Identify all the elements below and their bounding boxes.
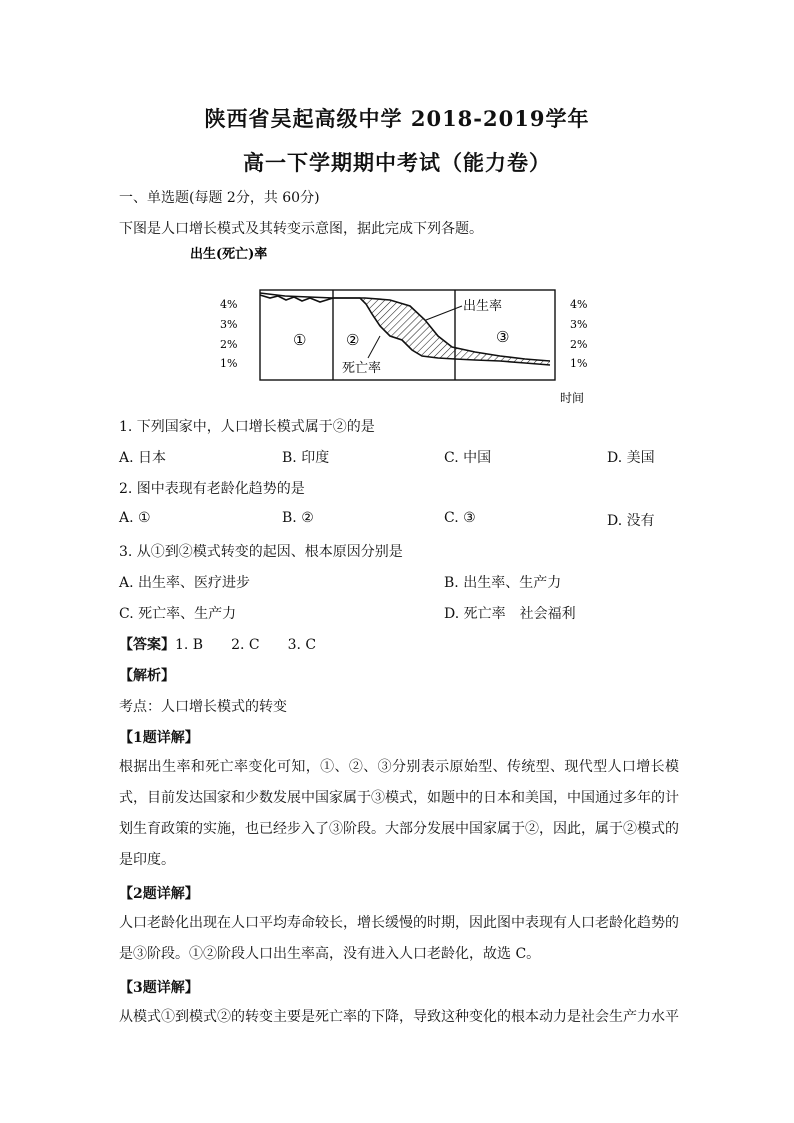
question-3-stem: 3. 从①到②模式转变的起因、根本原因分别是 (119, 544, 403, 560)
question-1-option-a: A. 日本 (119, 450, 167, 466)
question-3-option-d: D. 死亡率 社会福利 (444, 606, 576, 622)
natural-growth-area (333, 298, 550, 365)
right-tick: 2% (570, 338, 588, 351)
analysis-kaodian: 考点：人口增长模式的转变 (119, 699, 287, 715)
right-tick: 3% (570, 318, 588, 331)
right-tick: 4% (570, 298, 588, 311)
analysis-heading: 【解析】 (119, 668, 175, 684)
left-tick: 1% (220, 357, 238, 370)
question-3-option-a: A. 出生率、医疗进步 (119, 575, 251, 591)
question-3-option-c: C. 死亡率、生产力 (119, 606, 237, 622)
q3-detail-text: 从模式①到模式②的转变主要是死亡率的下降，导致这种变化的根本动力是社会生产力水平 (119, 1009, 679, 1025)
left-tick: 2% (220, 338, 238, 351)
q2-detail-text: 人口老龄化出现在人口平均寿命较长，增长缓慢的时期，因此图中表现有人口老龄化趋势的是③阶段。①②阶段人口出生率高，没有进入人口老龄化，故选 C。 (119, 915, 679, 962)
q3-detail-heading: 【3题详解】 (119, 980, 199, 996)
question-2-option-b: B. ② (282, 510, 314, 526)
q1-detail-heading: 【1题详解】 (119, 730, 199, 746)
answer-label: 【答案】 (119, 637, 175, 653)
left-tick: 4% (220, 298, 238, 311)
question-1-stem: 1. 下列国家中，人口增长模式属于②的是 (119, 419, 375, 435)
section-intro: 下图是人口增长模式及其转变示意图，据此完成下列各题。 (119, 221, 483, 237)
question-1-option-d: D. 美国 (607, 450, 655, 466)
stage-label-2: ② (346, 331, 360, 349)
birth-rate-label: 出生率 (463, 299, 503, 314)
document-title-line2: 高一下学期期中考试（能力卷） (243, 150, 551, 175)
document-title-line1: 陕西省吴起高级中学 2018-2019学年 (204, 106, 590, 131)
stage-label-1: ① (293, 331, 307, 349)
right-tick: 1% (570, 357, 588, 370)
answer-line (119, 634, 316, 654)
population-growth-figure (190, 240, 610, 410)
x-axis-title: 时间 (560, 391, 585, 405)
q1-detail-text: 根据出生率和死亡率变化可知，①、②、③分别表示原始型、传统型、现代型人口增长模式，目前发达国家和少数发展中国家属于③模式，如题中的日本和美国，中国通过多年的计划生育政策的实施，也已经步入了③阶段。大部分发展中国家属于②，因此，属于②模式的是印度。 (119, 759, 679, 868)
birth-label-leader (426, 306, 462, 320)
question-2-option-c: C. ③ (444, 510, 476, 526)
question-1-option-c: C. 中国 (444, 450, 492, 466)
stage-label-3: ③ (496, 328, 510, 346)
y-axis-title: 出生(死亡)率 (190, 247, 268, 262)
question-2-option-d: D. 没有 (607, 513, 655, 529)
question-1-option-b: B. 印度 (282, 450, 330, 466)
death-label-leader (368, 336, 380, 358)
answer-text: 1. B 2. C 3. C (175, 637, 317, 653)
question-3-option-b: B. 出生率、生产力 (444, 575, 562, 591)
left-tick: 3% (220, 318, 238, 331)
death-rate-label: 死亡率 (342, 361, 382, 376)
section-heading: 一、单选题(每题 2分，共 60分) (119, 190, 320, 206)
question-2-stem: 2. 图中表现有老龄化趋势的是 (119, 481, 305, 497)
q2-detail-heading: 【2题详解】 (119, 886, 199, 902)
question-2-option-a: A. ① (119, 510, 151, 526)
